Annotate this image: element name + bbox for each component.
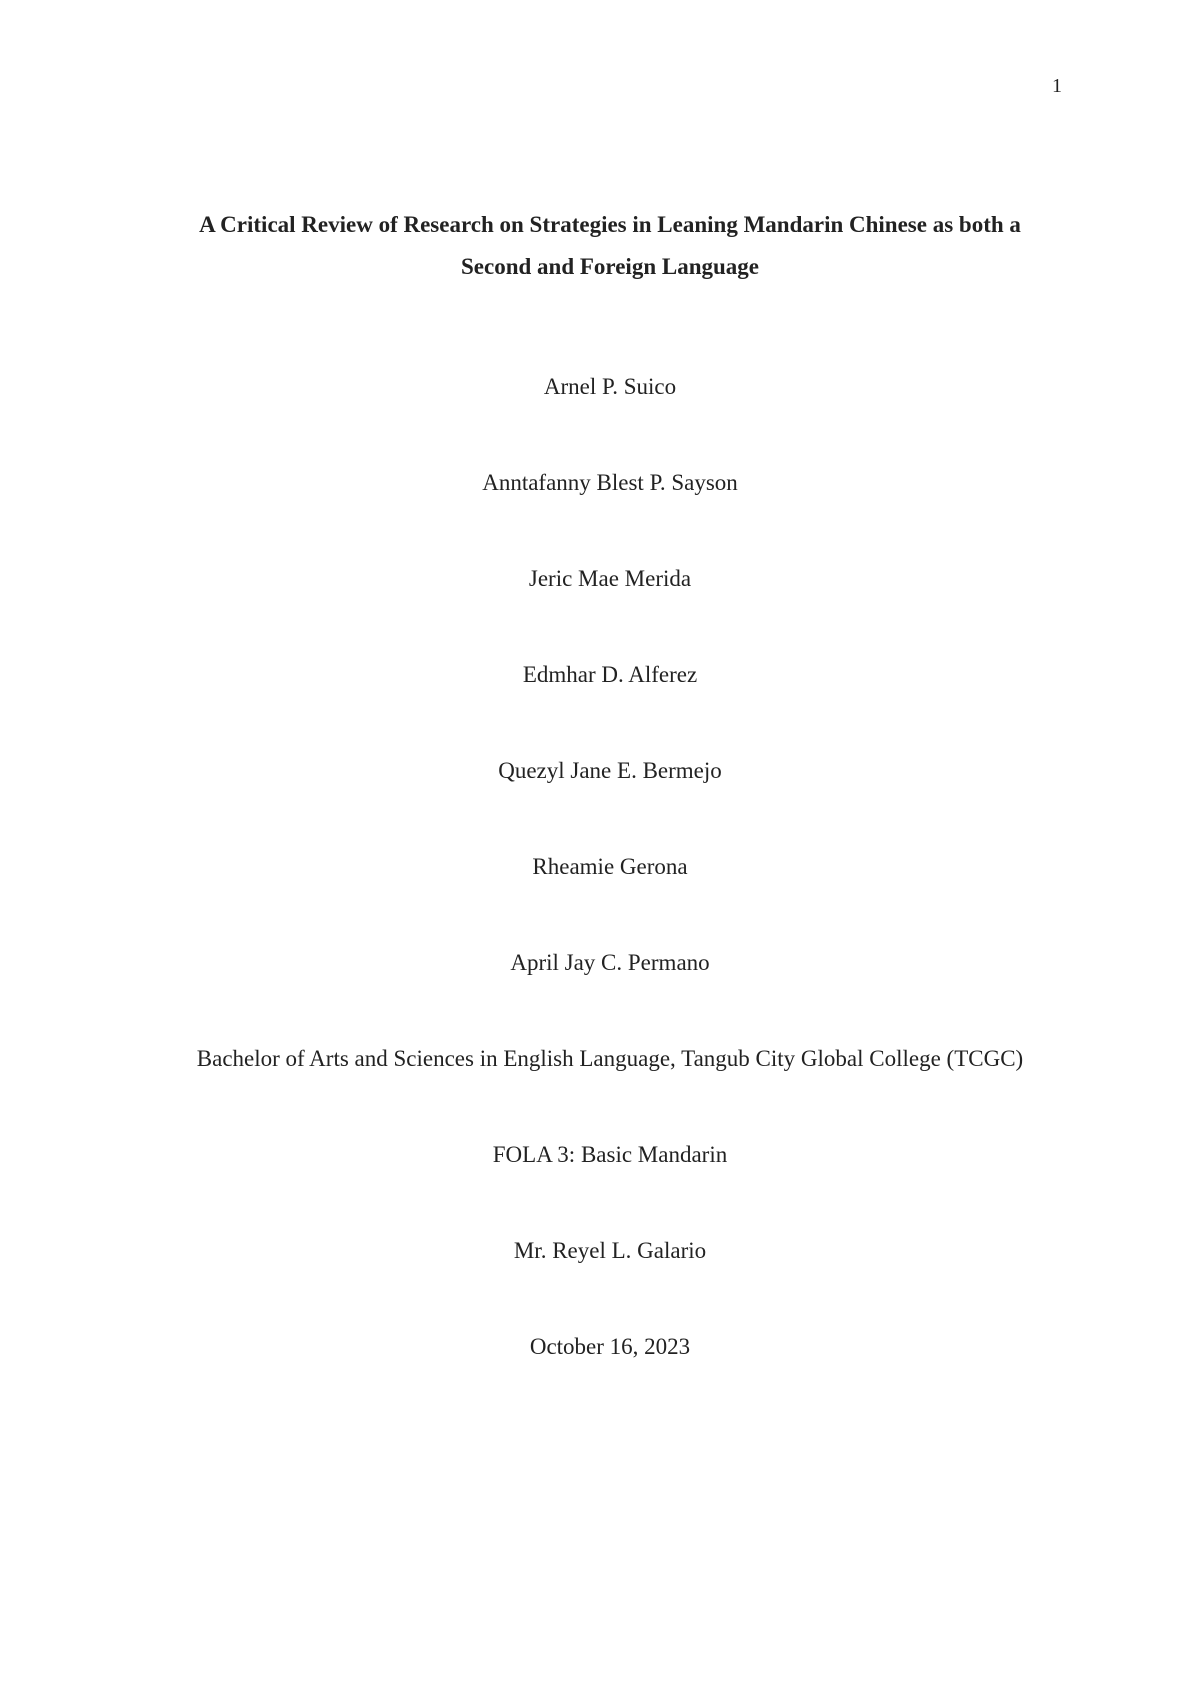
author-name: Rheamie Gerona <box>532 854 688 879</box>
author-name: Quezyl Jane E. Bermejo <box>498 758 722 783</box>
paper-title-line-2: Second and Foreign Language <box>461 254 759 279</box>
instructor-name: Mr. Reyel L. Galario <box>513 1238 707 1263</box>
author-name: Arnel P. Suico <box>543 374 677 399</box>
title-page-info <box>100 372 1120 1428</box>
paper-title <box>150 204 1070 288</box>
author-name: Edmhar D. Alferez <box>522 662 698 687</box>
course-name: FOLA 3: Basic Mandarin <box>492 1142 728 1167</box>
affiliation: Bachelor of Arts and Sciences in English Language, Tangub City Global College (TCGC) <box>196 1046 1024 1071</box>
submission-date: October 16, 2023 <box>529 1334 691 1359</box>
author-name: Jeric Mae Merida <box>528 566 692 591</box>
author-name: Anntafanny Blest P. Sayson <box>482 470 738 495</box>
page-number: 1 <box>1052 75 1062 97</box>
paper-title-line-1: A Critical Review of Research on Strategies in Leaning Mandarin Chinese as both a <box>199 212 1021 237</box>
author-name: April Jay C. Permano <box>510 950 710 975</box>
